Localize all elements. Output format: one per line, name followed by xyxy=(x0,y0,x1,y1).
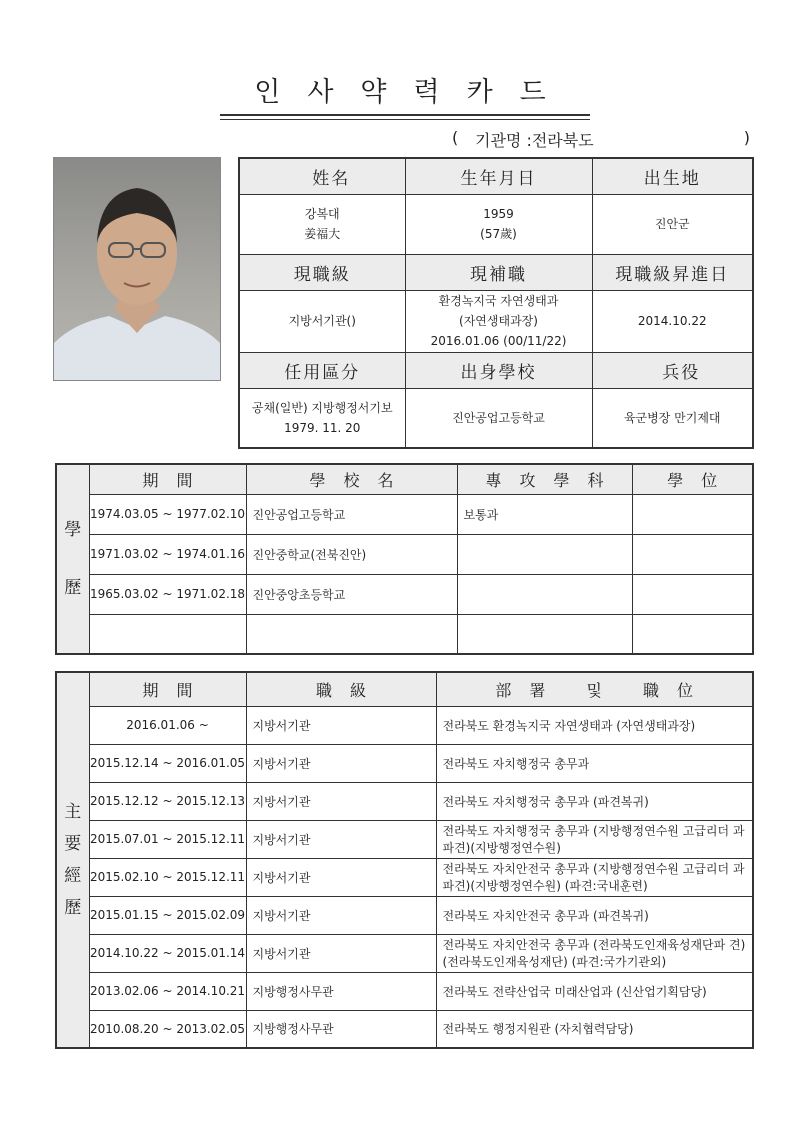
edu-period xyxy=(89,614,246,654)
header-position: 現補職 xyxy=(405,254,592,290)
table-row xyxy=(56,706,753,744)
table-row xyxy=(56,494,753,534)
birth-cell xyxy=(405,194,592,254)
edu-period: 1965.03.02 ~ 1971.02.18 xyxy=(89,574,246,614)
agency-open-paren: ( xyxy=(452,128,459,147)
edu-school xyxy=(246,614,457,654)
edu-header-degree: 學位 xyxy=(632,464,753,494)
career-dept: 전라북도 자치안전국 총무과 (파견복귀) xyxy=(436,896,753,934)
edu-major xyxy=(457,574,632,614)
agency-label: 기관명 :전라북도 xyxy=(475,131,594,150)
edu-side-char: 歷 xyxy=(64,578,82,598)
person-silhouette-icon xyxy=(54,158,220,380)
career-period: 2015.12.12 ~ 2015.12.13 xyxy=(89,782,246,820)
edu-side-char: 學 xyxy=(64,520,82,540)
edu-header-school: 學校名 xyxy=(246,464,457,494)
career-dept: 전라북도 자치행정국 총무과 (지방행정연수원 고급리더 과파견)(지방행정연수원) xyxy=(436,820,753,858)
career-side-char: 主 xyxy=(64,802,82,822)
career-period: 2015.12.14 ~ 2016.01.05 xyxy=(89,744,246,782)
grade: 지방서기관() xyxy=(239,290,405,352)
career-dept: 전라북도 자치행정국 총무과 (파견복귀) xyxy=(436,782,753,820)
military: 육군병장 만기제대 xyxy=(592,388,753,448)
edu-school: 진안중앙초등학교 xyxy=(246,574,457,614)
career-period: 2010.08.20 ~ 2013.02.05 xyxy=(89,1010,246,1048)
career-grade: 지방서기관 xyxy=(246,782,436,820)
career-dept: 전라북도 자치안전국 총무과 (지방행정연수원 고급리더 과파견)(지방행정연수원) (파견:국내훈련) xyxy=(436,858,753,896)
career-grade: 지방서기관 xyxy=(246,706,436,744)
career-side-label xyxy=(56,672,89,1048)
edu-header-period: 期間 xyxy=(89,464,246,494)
header-school: 出身學校 xyxy=(405,352,592,388)
career-header-period: 期間 xyxy=(89,672,246,706)
promotion-date: 2014.10.22 xyxy=(592,290,753,352)
name-cell xyxy=(239,194,405,254)
edu-major: 보통과 xyxy=(457,494,632,534)
edu-degree xyxy=(632,534,753,574)
appointment-line2: 1979. 11. 20 xyxy=(284,420,361,435)
header-military: 兵役 xyxy=(592,352,753,388)
table-row xyxy=(56,534,753,574)
career-grade: 지방서기관 xyxy=(246,896,436,934)
agency-close-paren: ) xyxy=(743,128,750,147)
table-row xyxy=(56,574,753,614)
edu-degree xyxy=(632,494,753,534)
edu-period: 1971.03.02 ~ 1974.01.16 xyxy=(89,534,246,574)
title-underline xyxy=(220,114,590,116)
table-row xyxy=(56,972,753,1010)
career-dept: 전라북도 전략산업국 미래산업과 (신산업기획담당) xyxy=(436,972,753,1010)
career-grade: 지방행정사무관 xyxy=(246,972,436,1010)
profile-table xyxy=(238,157,754,449)
career-side-char: 經 xyxy=(64,866,82,886)
edu-period: 1974.03.05 ~ 1977.02.10 xyxy=(89,494,246,534)
career-header-dept: 部署 및 職位 xyxy=(436,672,753,706)
edu-school: 진안중학교(전북진안) xyxy=(246,534,457,574)
career-period: 2014.10.22 ~ 2015.01.14 xyxy=(89,934,246,972)
career-period: 2016.01.06 ~ xyxy=(89,706,246,744)
career-grade: 지방서기관 xyxy=(246,934,436,972)
header-birthplace: 出生地 xyxy=(592,158,753,194)
table-row xyxy=(56,614,753,654)
career-grade: 지방서기관 xyxy=(246,744,436,782)
table-row xyxy=(56,744,753,782)
career-dept: 전라북도 행정지원관 (자치협력담당) xyxy=(436,1010,753,1048)
position-line3: 2016.01.06 (00/11/22) xyxy=(430,334,567,348)
header-appointment: 任用區分 xyxy=(239,352,405,388)
age: (57歲) xyxy=(480,227,517,241)
career-header-grade: 職級 xyxy=(246,672,436,706)
table-row xyxy=(56,858,753,896)
career-period: 2015.01.15 ~ 2015.02.09 xyxy=(89,896,246,934)
education-side-label xyxy=(56,464,89,654)
career-dept: 전라북도 환경녹지국 자연생태과 (자연생태과장) xyxy=(436,706,753,744)
agency-line xyxy=(440,128,760,150)
edu-school: 진안공업고등학교 xyxy=(246,494,457,534)
position-line1: 환경녹지국 자연생태과 xyxy=(438,294,559,308)
edu-major xyxy=(457,614,632,654)
career-table xyxy=(55,671,754,1049)
edu-major xyxy=(457,534,632,574)
header-grade: 現職級 xyxy=(239,254,405,290)
title-underline-thin xyxy=(220,119,590,120)
page-title: 인사약력카드 xyxy=(254,77,573,108)
edu-header-major: 專攻學科 xyxy=(457,464,632,494)
table-row xyxy=(56,782,753,820)
portrait-photo xyxy=(53,157,221,381)
career-period: 2015.02.10 ~ 2015.12.11 xyxy=(89,858,246,896)
career-side-char: 歷 xyxy=(64,898,82,918)
name-korean: 강복대 xyxy=(304,207,340,221)
edu-degree xyxy=(632,614,753,654)
header-birth: 生年月日 xyxy=(405,158,592,194)
career-side-char: 要 xyxy=(64,834,82,854)
table-row xyxy=(56,896,753,934)
birthplace: 진안군 xyxy=(592,194,753,254)
position-cell xyxy=(405,290,592,352)
career-dept: 전라북도 자치행정국 총무과 xyxy=(436,744,753,782)
table-row xyxy=(56,934,753,972)
school: 진안공업고등학교 xyxy=(405,388,592,448)
birth-year: 1959 xyxy=(483,207,514,221)
career-period: 2015.07.01 ~ 2015.12.11 xyxy=(89,820,246,858)
appointment-line1: 공채(일반) 지방행정서기보 xyxy=(251,400,393,415)
career-period: 2013.02.06 ~ 2014.10.21 xyxy=(89,972,246,1010)
table-row xyxy=(56,1010,753,1048)
header-promotion-date: 現職級昇進日 xyxy=(592,254,753,290)
career-dept: 전라북도 자치안전국 총무과 (전라북도인재육성재단파 견)(전라북도인재육성재단) (파견:국가기관외) xyxy=(436,934,753,972)
position-line2: (자연생태과장) xyxy=(459,314,538,328)
table-row xyxy=(56,820,753,858)
career-grade: 지방행정사무관 xyxy=(246,1010,436,1048)
career-grade: 지방서기관 xyxy=(246,858,436,896)
header-name: 姓名 xyxy=(239,158,405,194)
edu-degree xyxy=(632,574,753,614)
career-grade: 지방서기관 xyxy=(246,820,436,858)
education-table xyxy=(55,463,754,655)
name-hanja: 姜福大 xyxy=(304,227,341,241)
appointment-cell xyxy=(239,388,405,448)
